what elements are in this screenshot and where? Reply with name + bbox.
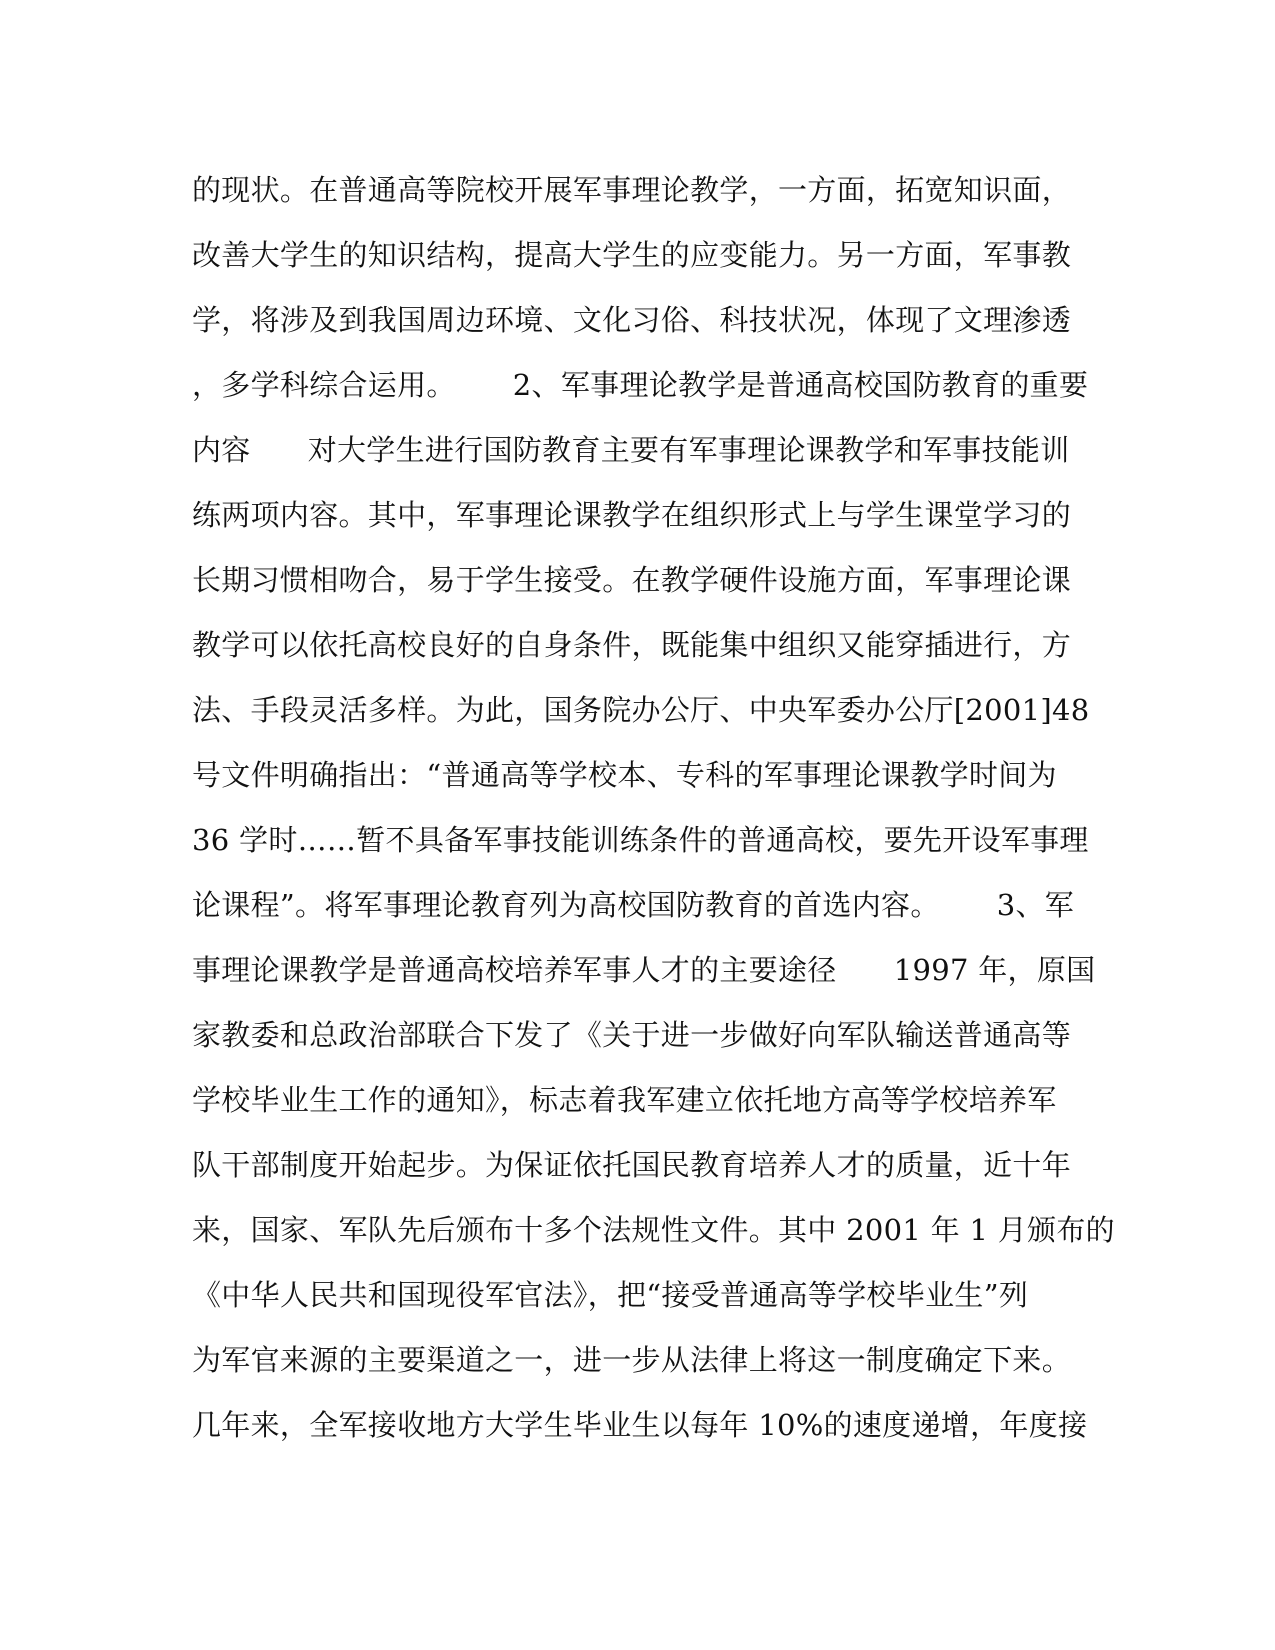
text-line: 学校毕业生工作的通知》，标志着我军建立依托地方高等学校培养军 <box>192 1083 1057 1117</box>
text-line: 学，将涉及到我国周边环境、文化习俗、科技状况，体现了文理渗透 <box>192 303 1072 337</box>
text-line: 《中华人民共和国现役军官法》，把“接受普通高等学校毕业生”列 <box>192 1278 1029 1312</box>
text-line: 号文件明确指出：“普通高等学校本、专科的军事理论课教学时间为 <box>192 758 1057 792</box>
text-line: ，多学科综合运用。 2、军事理论教学是普通高校国防教育的重要 <box>192 368 1089 402</box>
text-line: 来，国家、军队先后颁布十多个法规性文件。其中 2001 年 1 月颁布的 <box>192 1213 1115 1247</box>
text-line: 法、手段灵活多样。为此，国务院办公厅、中央军委办公厅[2001]48 <box>192 693 1090 727</box>
text-line: 为军官来源的主要渠道之一，进一步从法律上将这一制度确定下来。 <box>192 1343 1072 1377</box>
text-line: 内容 对大学生进行国防教育主要有军事理论课教学和军事技能训 <box>192 433 1070 467</box>
text-line: 几年来，全军接收地方大学生毕业生以每年 10%的速度递增，年度接 <box>192 1408 1088 1442</box>
text-line: 事理论课教学是普通高校培养军事人才的主要途径 1997 年，原国 <box>192 953 1096 987</box>
text-line: 论课程”。将军事理论教育列为高校国防教育的首选内容。 3、军 <box>192 888 1075 922</box>
text-line: 练两项内容。其中，军事理论课教学在组织形式上与学生课堂学习的 <box>192 498 1072 532</box>
text-line: 的现状。在普通高等院校开展军事理论教学，一方面，拓宽知识面， <box>192 173 1072 207</box>
text-line: 教学可以依托高校良好的自身条件，既能集中组织又能穿插进行，方 <box>192 628 1072 662</box>
text-line: 改善大学生的知识结构，提高大学生的应变能力。另一方面，军事教 <box>192 238 1072 272</box>
text-line: 队干部制度开始起步。为保证依托国民教育培养人才的质量，近十年 <box>192 1148 1072 1182</box>
text-line: 长期习惯相吻合，易于学生接受。在教学硬件设施方面，军事理论课 <box>192 563 1072 597</box>
text-line: 家教委和总政治部联合下发了《关于进一步做好向军队输送普通高等 <box>192 1018 1072 1052</box>
text-line: 36 学时……暂不具备军事技能训练条件的普通高校，要先开设军事理 <box>192 823 1089 857</box>
body-text <box>192 158 1115 1458</box>
